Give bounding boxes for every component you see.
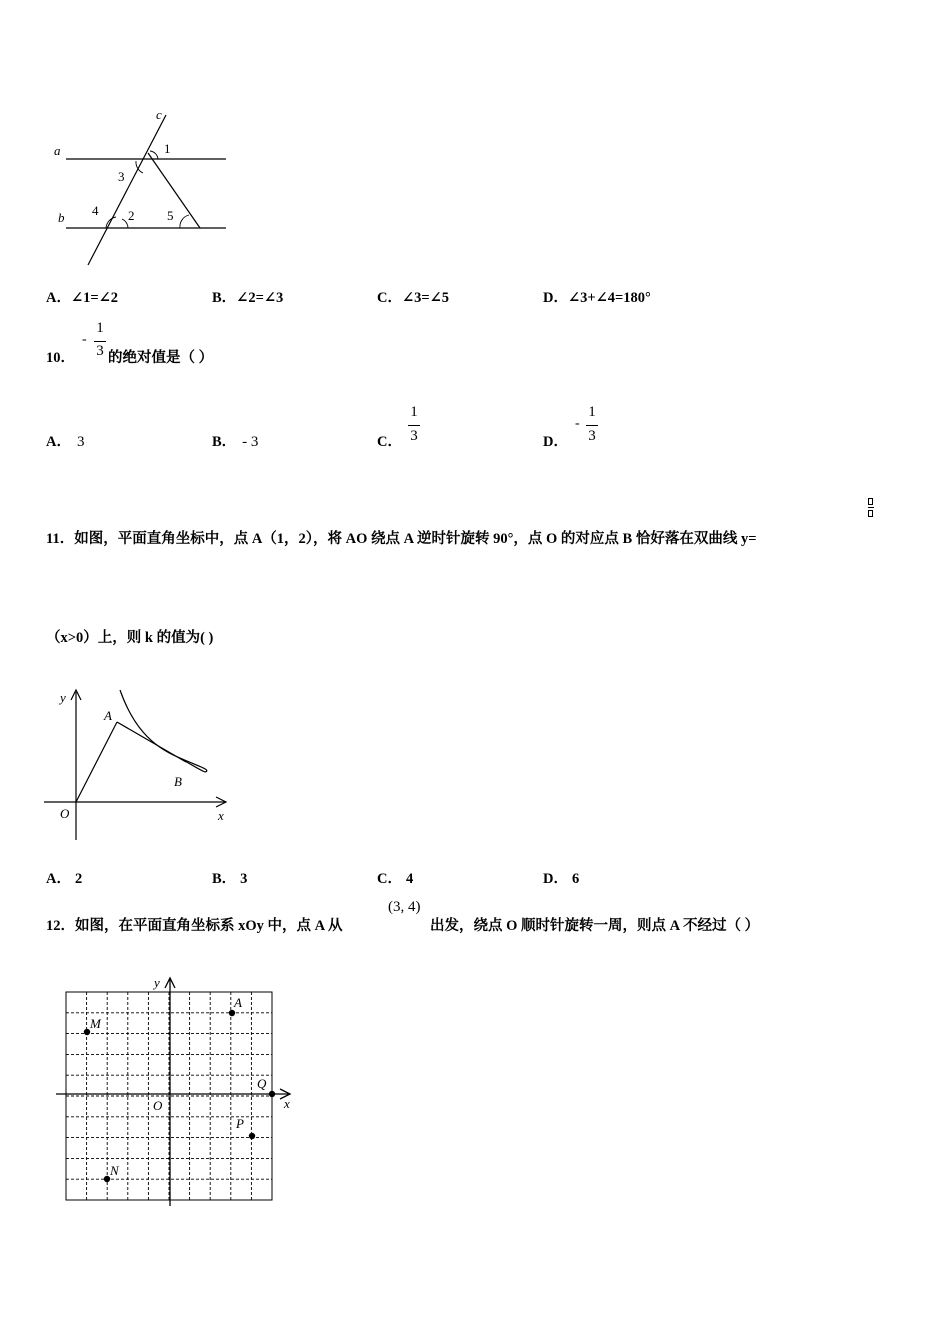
q9-option-b[interactable]	[212, 286, 283, 307]
label-y: y	[60, 690, 66, 705]
label-N: N	[110, 1163, 119, 1178]
label-B: B	[174, 774, 182, 789]
transversal-line	[148, 153, 200, 228]
label-a: a	[54, 143, 61, 158]
q11-option-b[interactable]	[212, 867, 247, 888]
option-letter: B．	[212, 871, 237, 887]
q10-number: 10．	[46, 350, 75, 366]
label-M: M	[90, 1016, 101, 1031]
q10-option-c[interactable]	[377, 430, 402, 451]
q11-stem-line1: 11．如图，平面直角坐标中，点 A（1，2），将 AO 绕点 A 逆时针旋转 90°，点 O 的对应点 B 恰好落在双曲线 y=	[46, 531, 757, 547]
label-O: O	[60, 806, 70, 821]
q10-option-d-fraction-bar	[586, 425, 598, 426]
q10-option-d-denominator: 3	[588, 428, 596, 444]
q11-stem-line2: （x>0）上，则 k 的值为( )	[46, 630, 214, 646]
option-letter: C．	[377, 434, 402, 450]
label-angle-1: 1	[164, 141, 171, 156]
label-Q: Q	[257, 1076, 267, 1091]
option-letter: A．	[46, 290, 71, 306]
option-letter: B．	[212, 434, 237, 450]
label-x: x	[218, 808, 224, 823]
line-c	[88, 115, 166, 265]
label-A: A	[104, 708, 112, 723]
q9-figure	[48, 105, 238, 275]
q10-fraction-bar	[94, 341, 106, 342]
q12-grid-figure	[50, 970, 300, 1210]
q10-option-a[interactable]	[46, 430, 84, 451]
q10-option-d[interactable]	[543, 430, 568, 451]
hyperbola-tail	[180, 758, 205, 772]
label-angle-3: 3	[118, 169, 125, 184]
q10-option-d-minus: -	[575, 416, 580, 431]
q10-option-c-fraction-bar	[408, 425, 420, 426]
q12-stem-after: 出发，绕点 O 顺时针旋转一周，则点 A 不经过（ ）	[430, 918, 760, 934]
q10-option-b[interactable]	[212, 430, 258, 451]
label-y: y	[154, 975, 160, 990]
label-A: A	[234, 995, 242, 1010]
q9-option-d[interactable]	[543, 286, 651, 307]
point-P[interactable]	[249, 1133, 255, 1139]
q10-numerator: 1	[96, 320, 104, 336]
option-value: 4	[405, 871, 414, 887]
option-letter: A．	[46, 871, 71, 887]
label-P: P	[236, 1116, 244, 1131]
q11-option-d[interactable]	[543, 867, 579, 888]
option-letter: C．	[377, 871, 402, 887]
option-text: ∠2=∠3	[236, 290, 284, 306]
option-text: ∠1=∠2	[70, 290, 119, 306]
option-value: 2	[74, 871, 83, 887]
q12-stem-before: 12．如图，在平面直角坐标系 xOy 中，点 A 从	[46, 918, 343, 934]
q10-denominator: 3	[96, 343, 104, 359]
option-letter: A．	[46, 434, 71, 450]
option-text: ∠3+∠4=180°	[567, 290, 651, 306]
option-value: 3	[240, 871, 248, 887]
point-A[interactable]	[229, 1010, 235, 1016]
label-angle-2: 2	[128, 208, 135, 223]
label-angle-5: 5	[167, 208, 174, 223]
option-letter: D．	[543, 434, 568, 450]
label-b: b	[58, 210, 65, 225]
q11-figure	[40, 684, 240, 844]
q10-option-c-numerator: 1	[410, 404, 418, 420]
option-letter: D．	[543, 290, 568, 306]
label-x: x	[284, 1096, 290, 1111]
q10-option-d-numerator: 1	[588, 404, 596, 420]
q10-minus-sign: -	[82, 332, 87, 347]
q11-fraction-placeholder-icon	[868, 498, 874, 520]
angle-5-arc	[180, 215, 189, 228]
option-letter: C．	[377, 290, 402, 306]
label-c: c	[156, 107, 162, 122]
segment-OA	[76, 722, 117, 802]
label-angle-4: 4	[92, 203, 99, 218]
point-Q[interactable]	[269, 1091, 275, 1097]
option-value: - 3	[242, 434, 259, 450]
q11-option-a[interactable]	[46, 867, 82, 888]
q11-option-c[interactable]	[377, 867, 413, 888]
option-value: 6	[571, 871, 580, 887]
option-text: ∠3=∠5	[401, 290, 450, 306]
option-letter: B．	[212, 290, 237, 306]
label-O: O	[153, 1098, 163, 1113]
q9-option-c[interactable]	[377, 286, 449, 307]
q9-option-a[interactable]	[46, 286, 118, 307]
q12-point: (3, 4)	[388, 899, 421, 915]
option-value: 3	[76, 434, 85, 450]
q10-stem: 的绝对值是（ ）	[108, 350, 214, 366]
option-letter: D．	[543, 871, 568, 887]
q10-option-c-denominator: 3	[410, 428, 418, 444]
